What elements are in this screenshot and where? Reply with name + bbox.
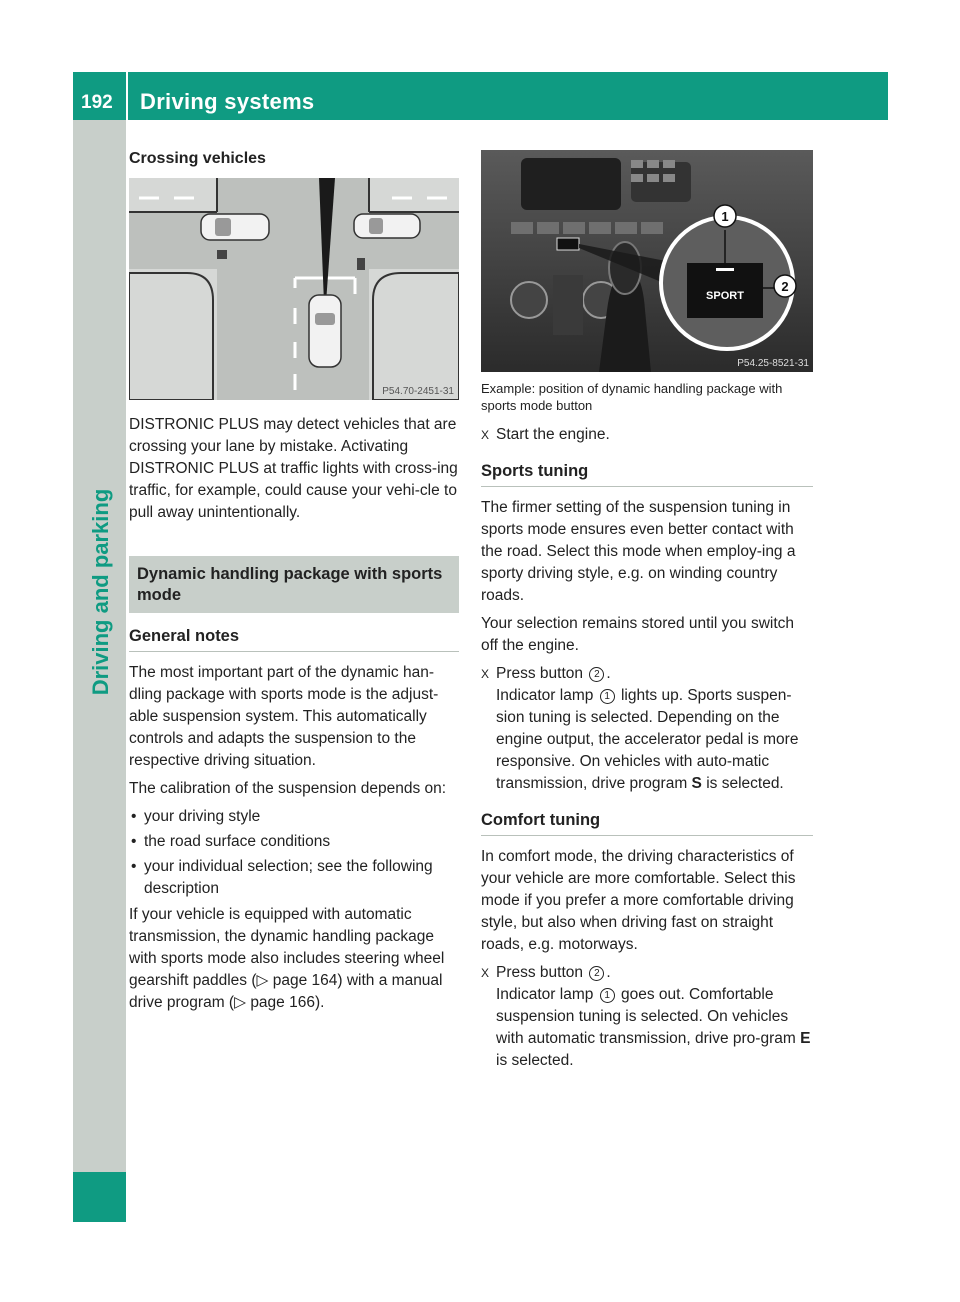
sports-tuning-result: Indicator lamp 1 lights up. Sports suspen-sion tuning is selected. Depending on the engine output, the accelerator pedal is more responsive. On vehicles with auto-matic transmission, drive program S is selected. [496,687,799,792]
general-notes-paragraph-3: If your vehicle is equipped with automatic transmission, the dynamic handling package with sports mode also includes steering wheel gearshift paddles (▷ page 164) with a manual drive program (▷ page 166). [129,906,445,1011]
side-tab-label: Driving and parking [88,488,113,696]
calibration-factors-list [129,806,459,900]
instruction-arrow-icon: X [481,966,490,980]
drive-program-s: S [691,775,702,792]
start-engine-step: X Start the engine. [481,424,813,446]
figure-code: P54.25-8521-31 [737,358,809,369]
sports-tuning-paragraph-1: The firmer setting of the suspension tuning in sports mode ensures even better contact with the road. Select this mode when employ-ing a sporty driving style, e.g. on winding country roads. [481,499,796,604]
general-notes-paragraph-2: The calibration of the suspension depends on: [129,780,447,797]
figure-code: P54.70-2451-31 [382,386,454,397]
sports-mode-button-photo [481,150,813,372]
drive-program-e: E [800,1030,811,1047]
page-title: Driving systems [140,89,315,114]
right-column [481,150,813,1076]
section-heading-dynamic-handling: Dynamic handling package with sports mode [129,556,459,613]
general-notes-heading: General notes [129,627,459,652]
callout-1-icon: 1 [600,689,615,704]
general-notes-paragraph-1: The most important part of the dynamic han-dling package with sports mode is the adjust-able suspension system. This automatically controls and adapts the suspension to the respective driving situation. [129,664,439,769]
page-number: 192 [81,92,113,113]
crossing-vehicles-text: DISTRONIC PLUS may detect vehicles that are crossing your lane by mistake. Activating DISTRONIC PLUS at traffic lights with cross-ing traffic, for example, could cause your vehi-cle to pull away unintentionally. [129,416,458,521]
sports-tuning-paragraph-2: Your selection remains stored until you switch off the engine. [481,615,795,654]
sports-tuning-step: X Press button 2 . Indicator lamp 1 lights up. Sports suspen-sion tuning is selected. Depending on the engine output, the accelerator pedal is more responsive. On vehicles with auto-matic transmission, drive program S is selected. [481,663,813,795]
instruction-arrow-icon: X [481,428,490,442]
comfort-tuning-result: Indicator lamp 1 goes out. Comfortable suspension tuning is selected. On vehicles with automatic transmission, drive pro-gram E is selected. [496,986,811,1069]
comfort-tuning-step: X Press button 2 . Indicator lamp 1 goes out. Comfortable suspension tuning is selected. On vehicles with automatic transmission, drive pro-gram E is selected. [481,962,813,1072]
left-column [129,150,459,1020]
sports-tuning-heading: Sports tuning [481,462,813,487]
callout-1-icon: 1 [600,988,615,1003]
header-divider [126,72,128,120]
callout-2-icon: 2 [589,667,604,682]
side-tab-marker [73,1172,126,1222]
sport-button-label: SPORT [706,290,744,302]
list-item: • the road surface conditions [129,831,459,853]
instruction-arrow-icon: X [481,667,490,681]
side-tab-label-wrap [86,472,116,712]
callout-1: 1 [721,209,729,224]
figure-caption: Example: position of dynamic handling package with sports mode button [481,381,783,413]
list-item: • your driving style [129,806,459,828]
callout-2-icon: 2 [589,966,604,981]
comfort-tuning-paragraph-1: In comfort mode, the driving characteristics of your vehicle are more comfortable. Select this mode if you prefer a more comfortable driving style, but also when driving fast on straight roads, e.g. motorways. [481,848,796,953]
crossing-vehicles-heading: Crossing vehicles [129,150,266,167]
list-item: • your individual selection; see the following description [129,856,459,900]
crossing-vehicles-illustration [129,178,459,400]
callout-2: 2 [781,279,789,294]
comfort-tuning-heading: Comfort tuning [481,811,813,836]
